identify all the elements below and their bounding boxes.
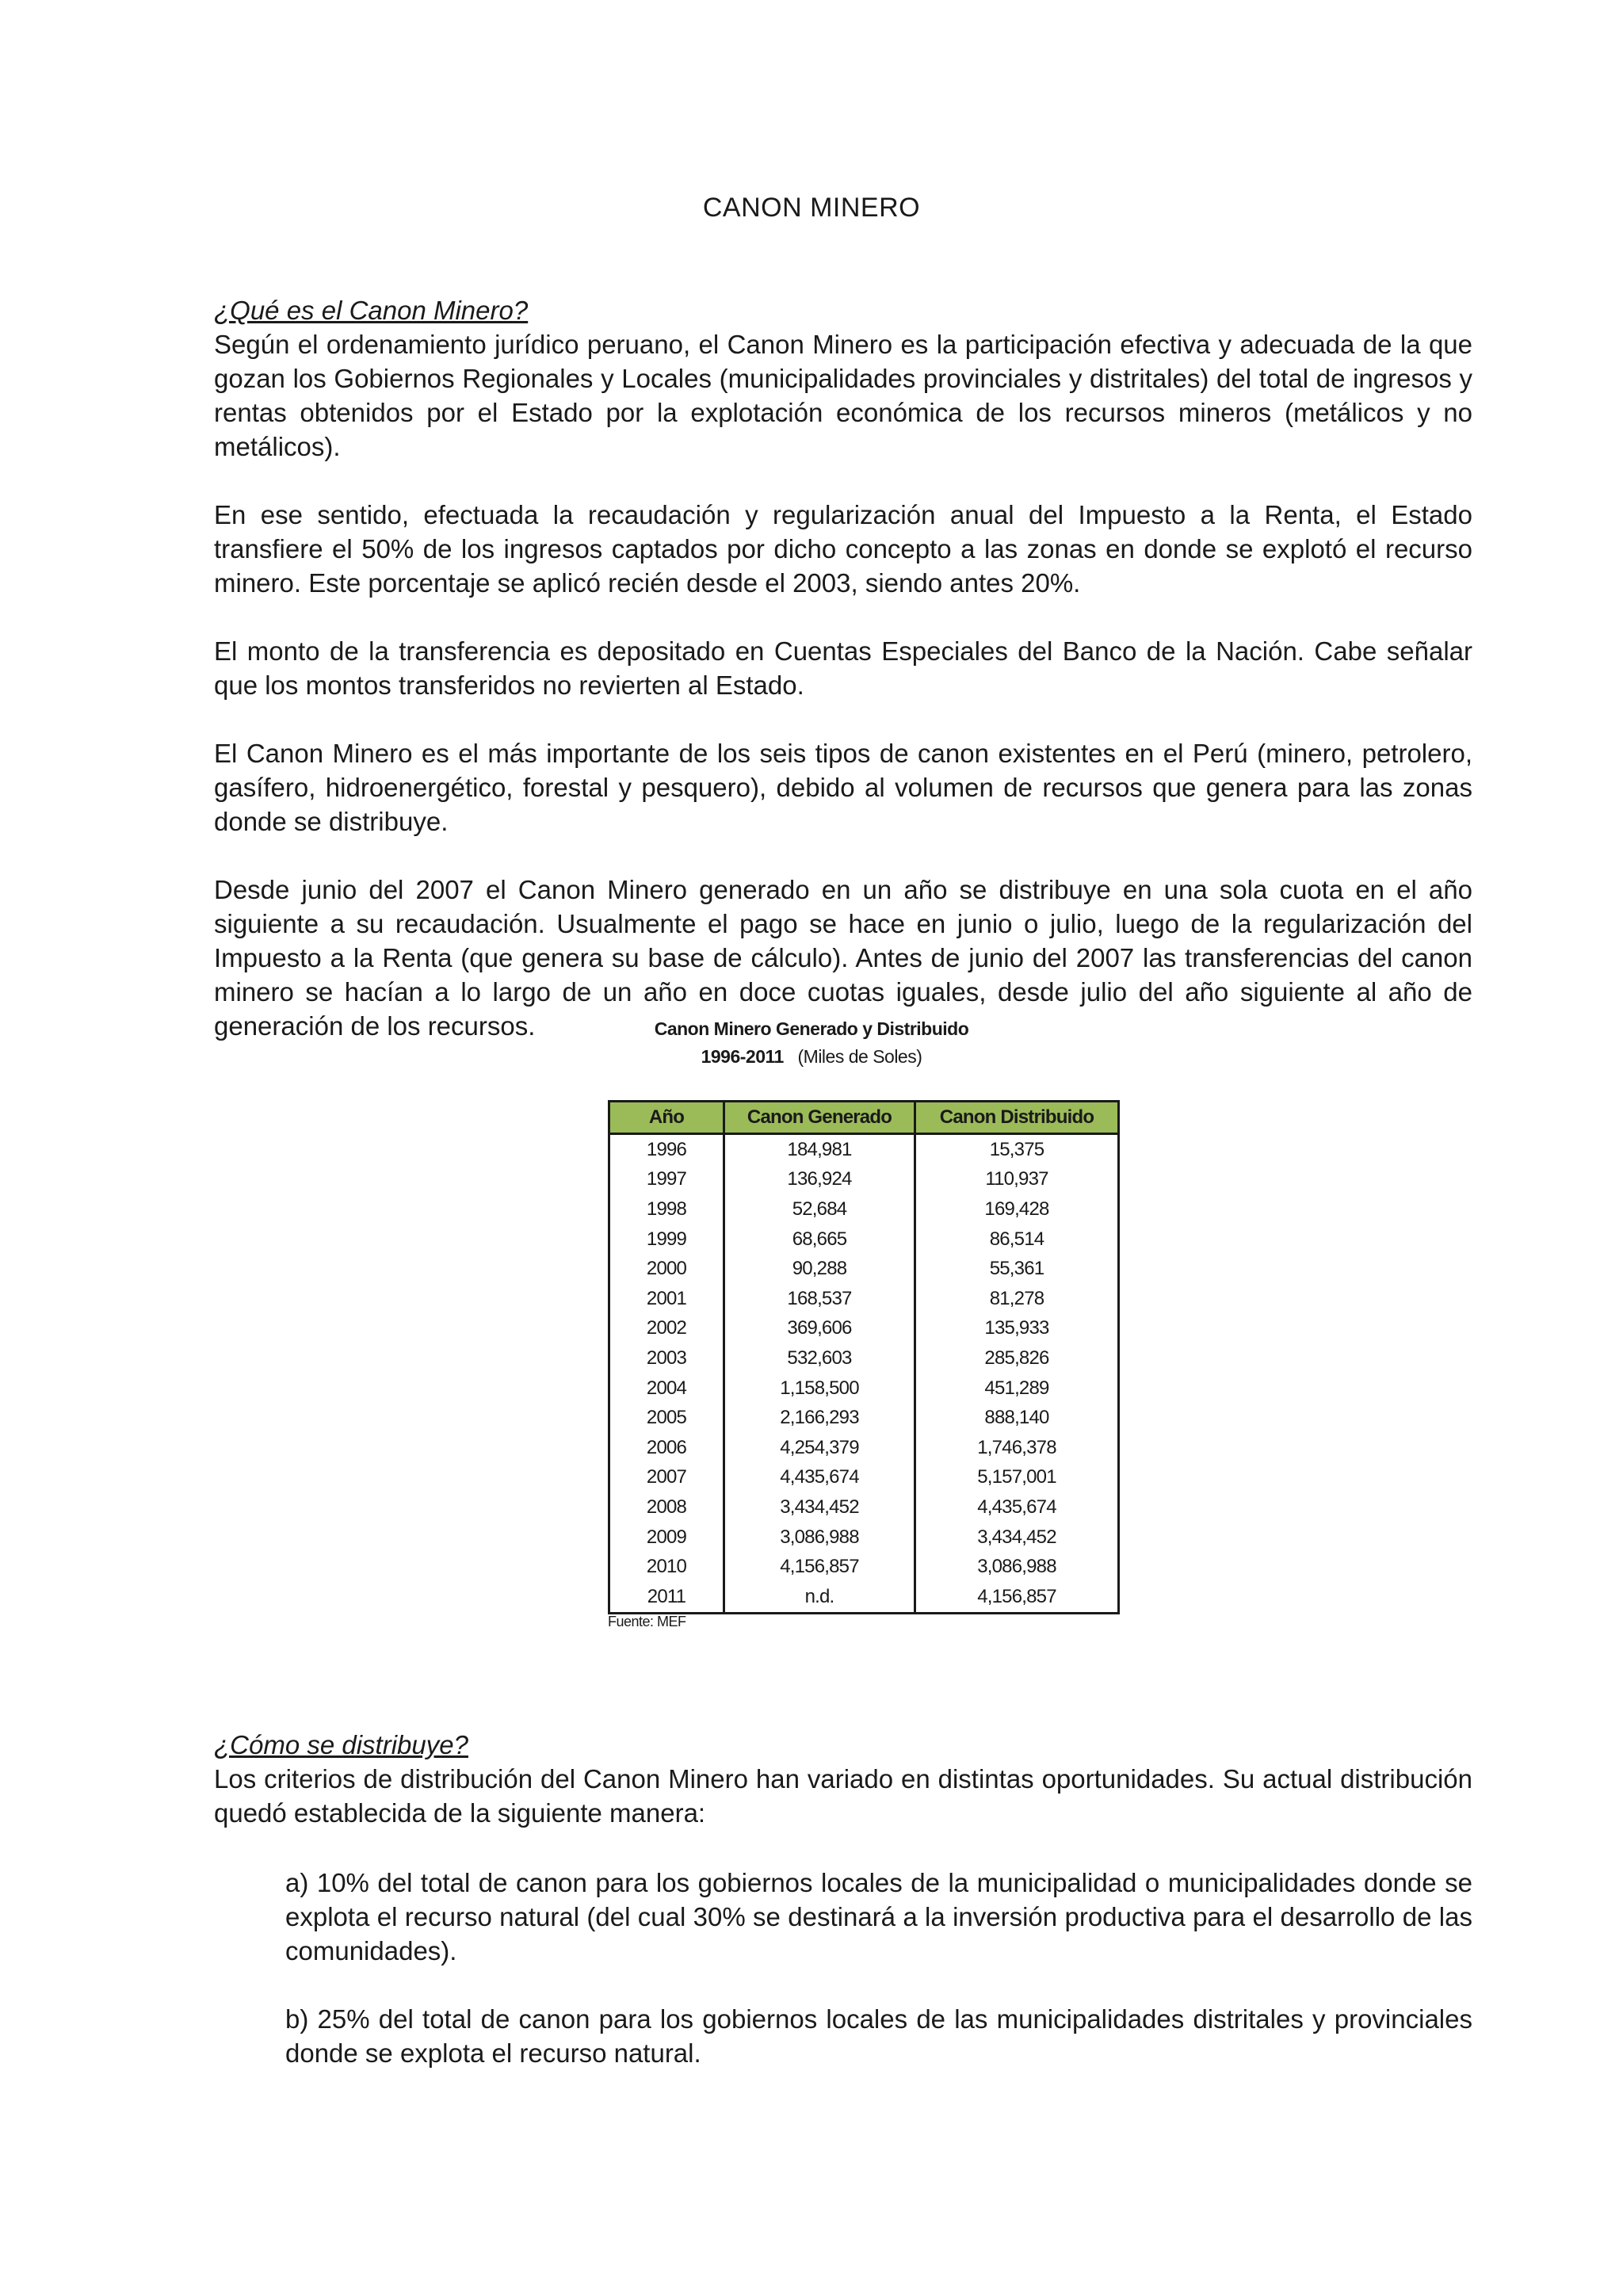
table-units: (Miles de Soles): [797, 1046, 922, 1067]
cell-distributed: 86,514: [915, 1224, 1119, 1255]
table-years: 1996-2011: [701, 1046, 784, 1067]
cell-distributed: 1,746,378: [915, 1433, 1119, 1463]
cell-distributed: 4,156,857: [915, 1582, 1119, 1613]
table-subtitle: [0, 1043, 1623, 1071]
canon-table: [608, 1100, 1120, 1614]
cell-distributed: 5,157,001: [915, 1463, 1119, 1493]
cell-distributed: 110,937: [915, 1165, 1119, 1195]
cell-generated: n.d.: [724, 1582, 915, 1613]
table-row: [609, 1373, 1119, 1404]
cell-year: 2004: [609, 1373, 724, 1404]
section-what-is: [214, 293, 1472, 1043]
distribution-list: [285, 1866, 1472, 2070]
header-generated: Canon Generado: [724, 1102, 915, 1134]
cell-generated: 532,603: [724, 1343, 915, 1373]
paragraph: El monto de la transferencia es depositado en Cuentas Especiales del Banco de la Nación. Cabe señalar que los montos transferidos no revierten al Estado.: [214, 636, 1472, 700]
table-row: [609, 1343, 1119, 1373]
cell-distributed: 135,933: [915, 1314, 1119, 1344]
cell-generated: 4,435,674: [724, 1463, 915, 1493]
header-distributed: Canon Distribuido: [915, 1102, 1119, 1134]
paragraph: Desde junio del 2007 el Canon Minero generado en un año se distribuye en una sola cuota en el año siguiente a su recaudación. Usualmente el pago se hace en junio o julio, luego de la regularización del Impuesto a la Renta (que genera su base de cálculo). Antes de junio del 2007 las transferencias del canon minero se hacían a lo largo de un año en doce cuotas iguales, desde julio del año siguiente al año de generación de los recursos.: [214, 875, 1472, 1041]
section-distribution: [214, 1728, 1472, 1830]
table-row: [609, 1224, 1119, 1255]
table-row: [609, 1254, 1119, 1284]
table-row: [609, 1134, 1119, 1165]
cell-year: 2003: [609, 1343, 724, 1373]
table-row: [609, 1582, 1119, 1613]
table-row: [609, 1314, 1119, 1344]
table-row: [609, 1165, 1119, 1195]
cell-generated: 3,086,988: [724, 1522, 915, 1553]
cell-year: 2010: [609, 1552, 724, 1582]
section-heading: ¿Cómo se distribuye?: [214, 1730, 468, 1759]
cell-year: 2002: [609, 1314, 724, 1344]
cell-generated: 136,924: [724, 1165, 915, 1195]
cell-generated: 4,156,857: [724, 1552, 915, 1582]
cell-distributed: 3,086,988: [915, 1552, 1119, 1582]
table-row: [609, 1284, 1119, 1314]
table-row: [609, 1194, 1119, 1224]
cell-year: 2000: [609, 1254, 724, 1284]
table-row: [609, 1433, 1119, 1463]
cell-year: 2006: [609, 1433, 724, 1463]
paragraph: Los criterios de distribución del Canon Minero han variado en distintas oportunidades. Su actual distribución quedó establecida de la siguiente manera:: [214, 1764, 1472, 1828]
table-source: Fuente: MEF: [608, 1614, 686, 1629]
cell-year: 1997: [609, 1165, 724, 1195]
cell-generated: 3,434,452: [724, 1492, 915, 1522]
cell-generated: 2,166,293: [724, 1403, 915, 1433]
cell-distributed: 3,434,452: [915, 1522, 1119, 1553]
cell-distributed: 55,361: [915, 1254, 1119, 1284]
cell-generated: 52,684: [724, 1194, 915, 1224]
cell-year: 1998: [609, 1194, 724, 1224]
table-row: [609, 1552, 1119, 1582]
cell-year: 2008: [609, 1492, 724, 1522]
cell-year: 1999: [609, 1224, 724, 1255]
cell-generated: 90,288: [724, 1254, 915, 1284]
cell-distributed: 888,140: [915, 1403, 1119, 1433]
table-row: [609, 1463, 1119, 1493]
section-heading: ¿Qué es el Canon Minero?: [214, 296, 529, 325]
list-item: a) 10% del total de canon para los gobiernos locales de la municipalidad o municipalidades donde se explota el recurso natural (del cual 30% se destinará a la inversión productiva para el desarrollo de las comunidades).: [285, 1868, 1472, 1966]
cell-generated: 1,158,500: [724, 1373, 915, 1404]
paragraph: Según el ordenamiento jurídico peruano, el Canon Minero es la participación efectiva y adecuada de la que gozan los Gobiernos Regionales y Locales (municipalidades provinciales y distritales) del total de ingresos y rentas obtenidos por el Estado por la explotación económica de los recursos mineros (metálicos y no metálicos).: [214, 330, 1472, 461]
cell-generated: 168,537: [724, 1284, 915, 1314]
cell-year: 1996: [609, 1134, 724, 1165]
header-year: Año: [609, 1102, 724, 1134]
cell-distributed: 81,278: [915, 1284, 1119, 1314]
cell-distributed: 285,826: [915, 1343, 1119, 1373]
cell-distributed: 451,289: [915, 1373, 1119, 1404]
paragraph: El Canon Minero es el más importante de los seis tipos de canon existentes en el Perú (minero, petrolero, gasífero, hidroenergético, forestal y pesquero), debido al volumen de recursos que genera para las zonas donde se distribuye.: [214, 739, 1472, 836]
document-title: CANON MINERO: [702, 193, 921, 223]
table-row: [609, 1492, 1119, 1522]
cell-generated: 369,606: [724, 1314, 915, 1344]
cell-distributed: 169,428: [915, 1194, 1119, 1224]
cell-distributed: 4,435,674: [915, 1492, 1119, 1522]
cell-year: 2005: [609, 1403, 724, 1433]
table-header-row: [609, 1102, 1119, 1134]
cell-year: 2001: [609, 1284, 724, 1314]
list-item: b) 25% del total de canon para los gobiernos locales de las municipalidades distritales y provinciales donde se explota el recurso natural.: [285, 2004, 1472, 2068]
cell-year: 2011: [609, 1582, 724, 1613]
paragraph: En ese sentido, efectuada la recaudación y regularización anual del Impuesto a la Renta, el Estado transfiere el 50% de los ingresos captados por dicho concepto a las zonas en donde se explotó el recurso minero. Este porcentaje se aplicó recién desde el 2003, siendo antes 20%.: [214, 500, 1472, 598]
cell-year: 2007: [609, 1463, 724, 1493]
cell-generated: 184,981: [724, 1134, 915, 1165]
cell-distributed: 15,375: [915, 1134, 1119, 1165]
cell-generated: 4,254,379: [724, 1433, 915, 1463]
table-row: [609, 1403, 1119, 1433]
cell-year: 2009: [609, 1522, 724, 1553]
table-title: Canon Minero Generado y Distribuido: [654, 1018, 969, 1039]
cell-generated: 68,665: [724, 1224, 915, 1255]
table-row: [609, 1522, 1119, 1553]
